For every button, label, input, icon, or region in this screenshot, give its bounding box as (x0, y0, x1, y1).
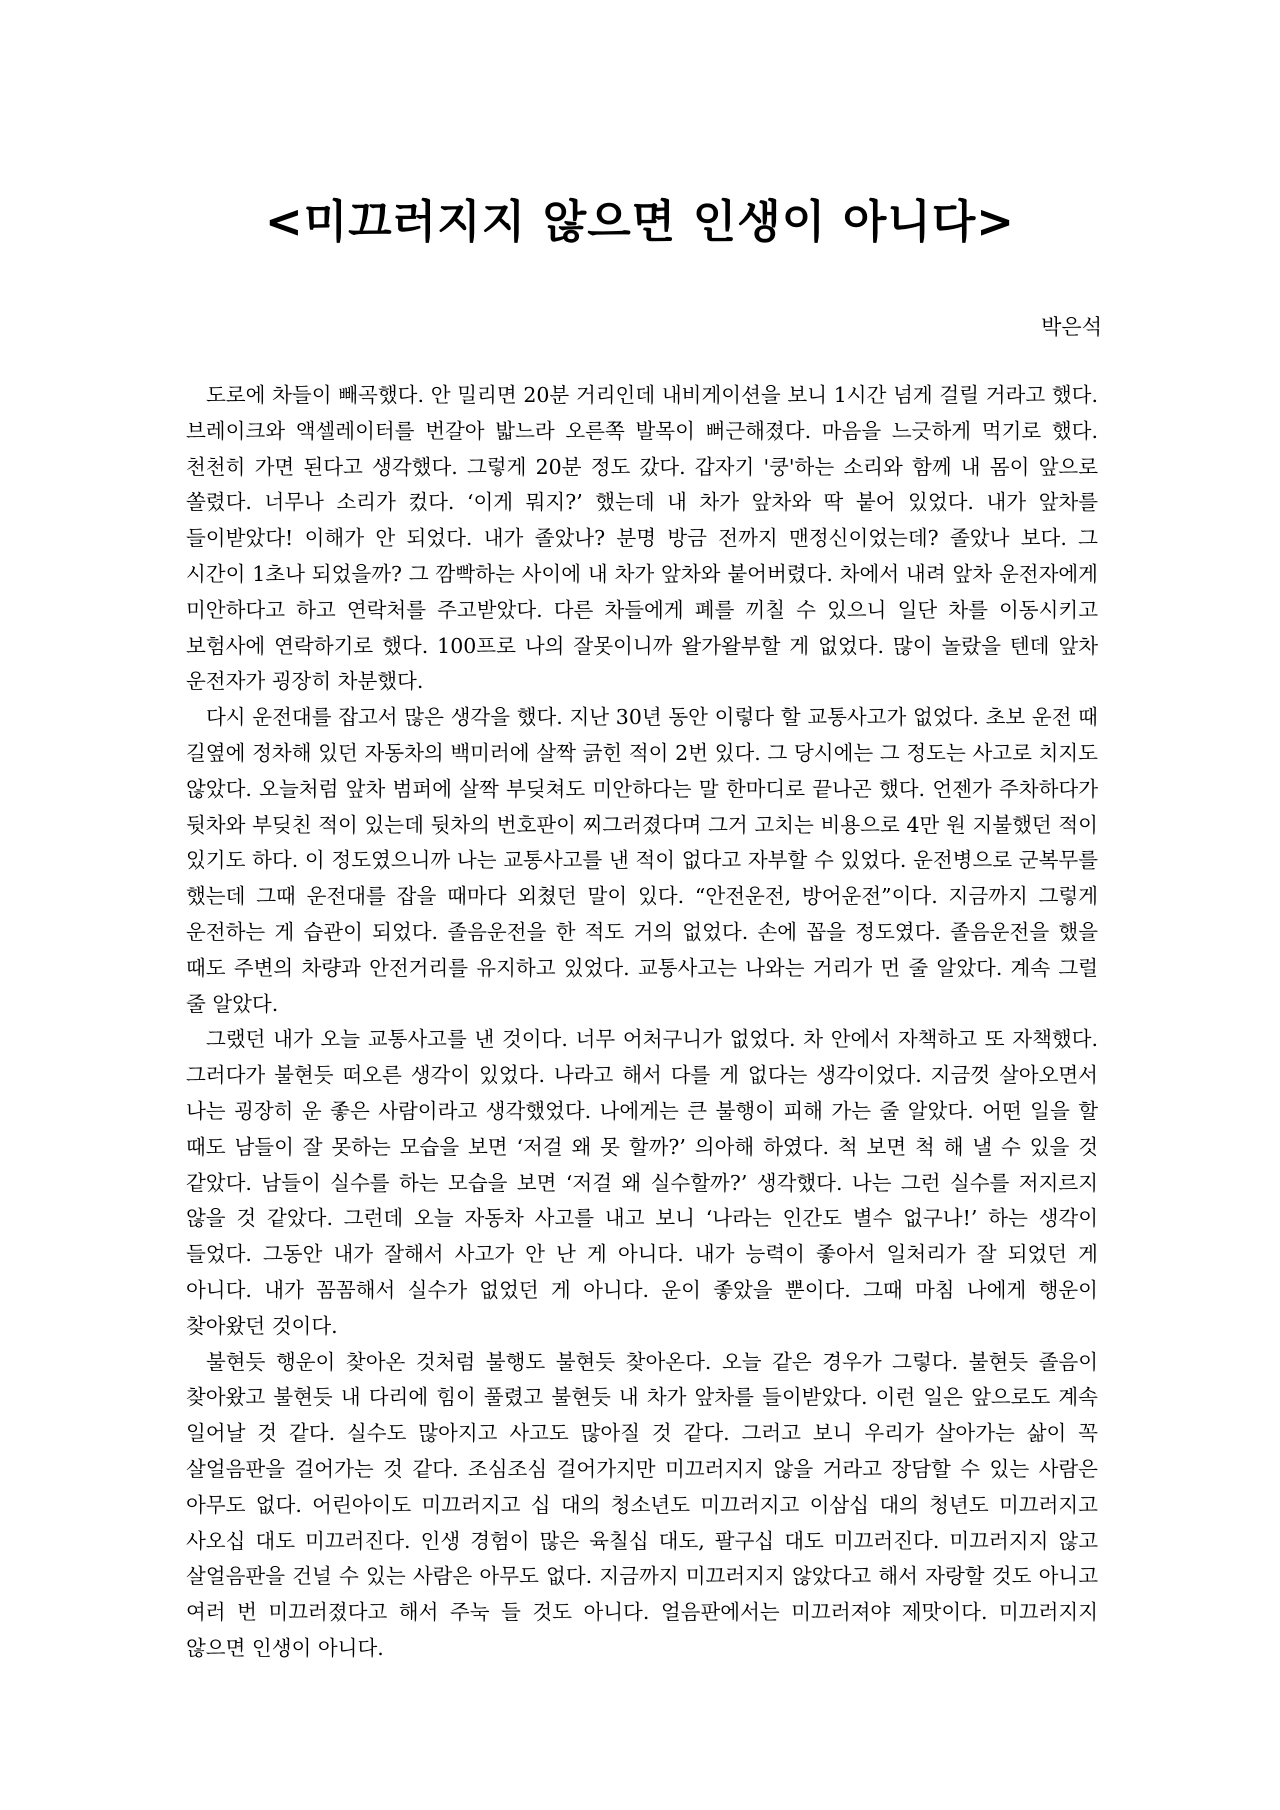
paragraph: 다시 운전대를 잡고서 많은 생각을 했다. 지난 30년 동안 이렇다 할 교통사고가 없었다. 초보 운전 때 길옆에 정차해 있던 자동차의 백미러에 살짝 긁힌 적이 2번 있다. 그 당시에는 그 정도는 사고로 치지도 않았다. 오늘처럼 앞차 범퍼에 살짝 부딪쳐도 미안하다는 말 한마디로 끝나곤 했다. 언젠가 주차하다가 뒷차와 부딪친 적이 있는데 뒷차의 번호판이 찌그러졌다며 그거 고치는 비용으로 4만 원 지불했던 적이 있기도 하다. 이 정도였으니까 나는 교통사고를 낸 적이 없다고 자부할 수 있었다. 운전병으로 군복무를 했는데 그때 운전대를 잡을 때마다 외쳤던 말이 있다. “안전운전, 방어운전”이다. 지금까지 그렇게 운전하는 게 습관이 되었다. 졸음운전을 한 적도 거의 없었다. 손에 꼽을 정도였다. 졸음운전을 했을 때도 주변의 차량과 안전거리를 유지하고 있었다. 교통사고는 나와는 거리가 먼 줄 알았다. 계속 그럴 줄 알았다. (186, 705, 1098, 1016)
document-title: <미끄러지지 않으면 인생이 아니다> (265, 195, 1015, 248)
document-body (186, 378, 1098, 1667)
paragraph: 그랬던 내가 오늘 교통사고를 낸 것이다. 너무 어처구니가 없었다. 차 안에서 자책하고 또 자책했다. 그러다가 불현듯 떠오른 생각이 있었다. 나라고 해서 다를 게 없다는 생각이었다. 지금껏 살아오면서 나는 굉장히 운 좋은 사람이라고 생각했었다. 나에게는 큰 불행이 피해 가는 줄 알았다. 어떤 일을 할 때도 남들이 잘 못하는 모습을 보면 ‘저걸 왜 못 할까?’ 의아해 하였다. 척 보면 척 해 낼 수 있을 것 같았다. 남들이 실수를 하는 모습을 보면 ‘저걸 왜 실수할까?’ 생각했다. 나는 그런 실수를 저지르지 않을 것 같았다. 그런데 오늘 자동차 사고를 내고 보니 ‘나라는 인간도 별수 없구나!’ 하는 생각이 들었다. 그동안 내가 잘해서 사고가 안 난 게 아니다. 내가 능력이 좋아서 일처리가 잘 되었던 게 아니다. 내가 꼼꼼해서 실수가 없었던 게 아니다. 운이 좋았을 뿐이다. 그때 마침 나에게 행운이 찾아왔던 것이다. (186, 1027, 1098, 1338)
paragraph: 불현듯 행운이 찾아온 것처럼 불행도 불현듯 찾아온다. 오늘 같은 경우가 그렇다. 불현듯 졸음이 찾아왔고 불현듯 내 다리에 힘이 풀렸고 불현듯 내 차가 앞차를 들이받았다. 이런 일은 앞으로도 계속 일어날 것 같다. 실수도 많아지고 사고도 많아질 것 같다. 그러고 보니 우리가 살아가는 삶이 꼭 살얼음판을 걸어가는 것 같다. 조심조심 걸어가지만 미끄러지지 않을 거라고 장담할 수 있는 사람은 아무도 없다. 어린아이도 미끄러지고 십 대의 청소년도 미끄러지고 이삼십 대의 청년도 미끄러지고 사오십 대도 미끄러진다. 인생 경험이 많은 육칠십 대도, 팔구십 대도 미끄러진다. 미끄러지지 않고 살얼음판을 건널 수 있는 사람은 아무도 없다. 지금까지 미끄러지지 않았다고 해서 자랑할 것도 아니고 여러 번 미끄러졌다고 해서 주눅 들 것도 아니다. 얼음판에서는 미끄러져야 제맛이다. 미끄러지지 않으면 인생이 아니다. (186, 1349, 1098, 1660)
paragraph: 도로에 차들이 빼곡했다. 안 밀리면 20분 거리인데 내비게이션을 보니 1시간 넘게 걸릴 거라고 했다. 브레이크와 액셀레이터를 번갈아 밟느라 오른쪽 발목이 뻐근해졌다. 마음을 느긋하게 먹기로 했다. 천천히 가면 된다고 생각했다. 그렇게 20분 정도 갔다. 갑자기 '쿵'하는 소리와 함께 내 몸이 앞으로 쏠렸다. 너무나 소리가 컸다. ‘이게 뭐지?’ 했는데 내 차가 앞차와 딱 붙어 있었다. 내가 앞차를 들이받았다! 이해가 안 되었다. 내가 졸았나? 분명 방금 전까지 맨정신이었는데? 졸았나 보다. 그 시간이 1초나 되었을까? 그 깜빡하는 사이에 내 차가 앞차와 붙어버렸다. 차에서 내려 앞차 운전자에게 미안하다고 하고 연락처를 주고받았다. 다른 차들에게 폐를 끼칠 수 있으니 일단 차를 이동시키고 보험사에 연락하기로 했다. 100프로 나의 잘못이니까 왈가왈부할 게 없었다. 많이 놀랐을 텐데 앞차 운전자가 굉장히 차분했다. (186, 383, 1098, 694)
author-name: 박은석 (1041, 315, 1102, 339)
